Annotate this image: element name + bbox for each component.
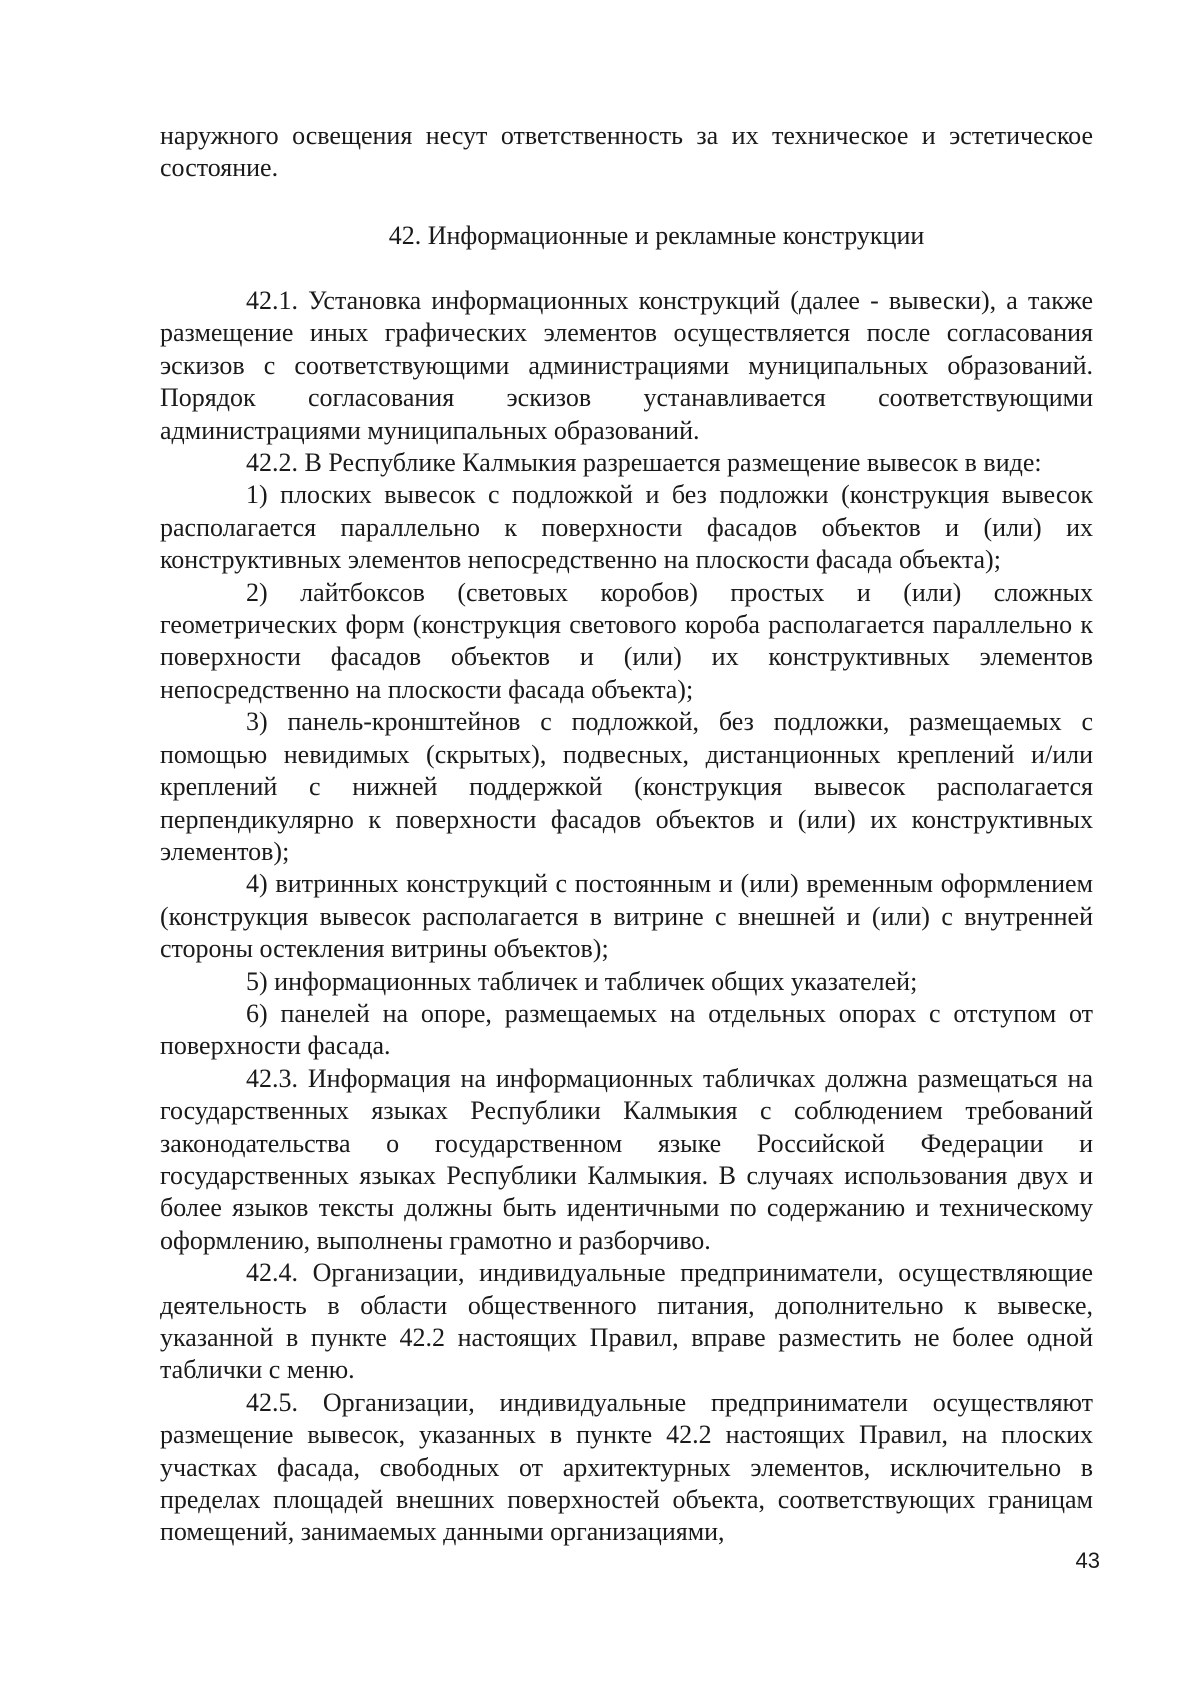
paragraph-42-3: 42.3. Информация на информационных табличках должна размещаться на государственных языках Республики Калмыкия с соблюдением требований законодательства о государственном языке Российской Федерации и государственных языках Республики Калмыкия. В случаях использования двух и более языков тексты должны быть идентичными по содержанию и техническому оформлению, выполнены грамотно и разборчиво. [160,1063,1093,1255]
list-item-1: 1) плоских вывесок с подложкой и без подложки (конструкция вывесок располагается параллельно к поверхности фасадов объектов и (или) их конструктивных элементов непосредственно на плоскости фасада объекта); [160,480,1093,575]
list-item-5: 5) информационных табличек и табличек общих указателей; [246,966,918,996]
paragraph-42-5: 42.5. Организации, индивидуальные предприниматели осуществляют размещение вывесок, указанных в пункте 42.2 настоящих Правил, на плоских участках фасада, свободных от архитектурных элементов, исключительно в пределах площадей внешних поверхностей объекта, соответствующих границам помещений, занимаемых данными организациями, [160,1387,1093,1547]
continuation-paragraph: наружного освещения несут ответственность за их техническое и эстетическое состояние. [160,121,1093,183]
section-body [160,285,1093,1549]
paragraph-42-2: 42.2. В Республике Калмыкия разрешается размещение вывесок в виде: [246,448,1042,478]
list-item-2: 2) лайтбоксов (световых коробов) простых и (или) сложных геометрических форм (конструкция светового короба располагается параллельно к поверхности фасадов объектов и (или) их конструктивных элементов непосредственно на плоскости фасада объекта); [160,577,1093,704]
list-item-6: 6) панелей на опоре, размещаемых на отдельных опорах с отступом от поверхности фасада. [160,998,1093,1061]
paragraph-42-1: 42.1. Установка информационных конструкций (далее - вывески), а также размещение иных графических элементов осуществляется после согласования эскизов с соответствующими администрациями муниципальных образований. Порядок согласования эскизов устанавливается соответствующими администрациями муниципальных образований. [160,286,1093,445]
list-item-4: 4) витринных конструкций с постоянным и (или) временным оформлением (конструкция вывесок располагается в витрине с внешней и (или) с внутренней стороны остекления витрины объектов); [160,869,1093,964]
section-heading: 42. Информационные и рекламные конструкции [388,221,925,250]
paragraph-42-4: 42.4. Организации, индивидуальные предприниматели, осуществляющие деятельность в области общественного питания, дополнительно к вывеске, указанной в пункте 42.2 настоящих Правил, вправе разместить не более одной таблички с меню. [160,1258,1093,1385]
page-number: 43 [1075,1548,1100,1573]
list-item-3: 3) панель-кронштейнов с подложкой, без подложки, размещаемых с помощью невидимых (скрытых), подвесных, дистанционных креплений и/или креплений с нижней поддержкой (конструкция вывесок располагается перпендикулярно к поверхности фасадов объектов и (или) их конструктивных элементов); [160,707,1093,866]
continuation-text [160,120,1093,185]
